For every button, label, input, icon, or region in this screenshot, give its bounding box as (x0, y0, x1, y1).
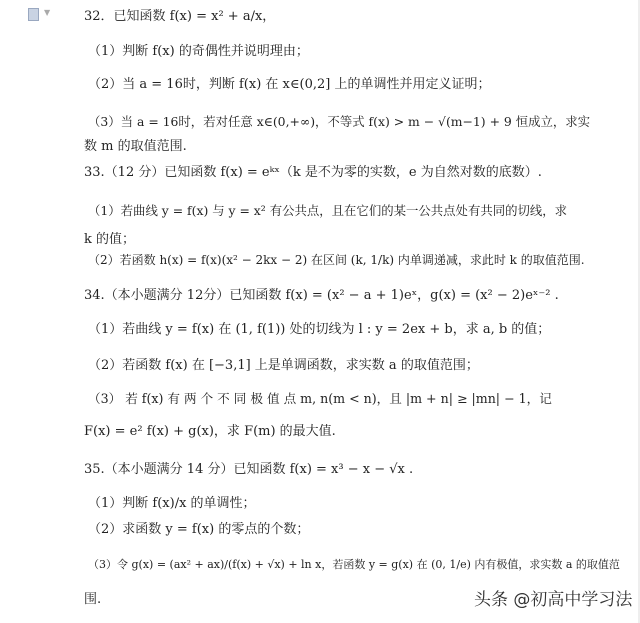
problem-34-part1: （1）若曲线 y = f(x) 在 (1, f(1)) 处的切线为 l : y = 2ex + b，求 a, b 的值； (88, 322, 551, 337)
problem-32-part1: （1）判断 f(x) 的奇偶性并说明理由； (88, 44, 309, 59)
problem-35-part2: （2）求函数 y = f(x) 的零点的个数； (88, 522, 310, 537)
problem-32-title: 32．已知函数 f(x) = x² + a/x， (84, 9, 276, 24)
problem-34-part3: （3） 若 f(x) 有 两 个 不 同 极 值 点 m, n(m < n)，且 |m + n| ≥ |mn| − 1，记 (88, 391, 552, 406)
problem-32-part3: （3）当 a = 16时，若对任意 x∈(0,+∞)，不等式 f(x) > m − √(m−1) + 9 恒成立，求实 (88, 114, 591, 129)
problem-33-part2: （2）若函数 h(x) = f(x)(x² − 2kx − 2) 在区间 (k, 1/k) 内单调递减，求此时 k 的取值范围. (88, 253, 585, 267)
problem-35-part3-cont: 围. (84, 592, 102, 607)
problem-34-part2: （2）若函数 f(x) 在 [−3,1] 上是单调函数，求实数 a 的取值范围； (88, 358, 479, 373)
problem-32-part3-cont: 数 m 的取值范围. (84, 139, 187, 154)
problem-35-part3: （3）令 g(x) = (ax² + ax)/(f(x) + √x) + ln x，若函数 y = g(x) 在 (0, 1/e) 内有极值，求实数 a 的取值范 (88, 558, 620, 571)
problem-35-part1: （1）判断 f(x)/x 的单调性； (88, 496, 256, 511)
document-icon[interactable] (28, 8, 39, 21)
problem-35-title: 35.（本小题满分 14 分）已知函数 f(x) = x³ − x − √x . (84, 462, 414, 477)
problem-34-title: 34.（本小题满分 12分）已知函数 f(x) = (x² − a + 1)eˣ，g(x) = (x² − 2)eˣ⁻² . (84, 288, 559, 303)
watermark: 头条 @初高中学习法 (474, 590, 633, 610)
problem-33-part1: （1）若曲线 y = f(x) 与 y = x² 有公共点，且在它们的某一公共点处有共同的切线，求 (88, 203, 568, 218)
problem-34-part3-cont: F(x) = e² f(x) + g(x)，求 F(m) 的最大值. (84, 424, 336, 439)
problem-32-part2: （2）当 a = 16时，判断 f(x) 在 x∈(0,2] 上的单调性并用定义证明； (88, 77, 491, 92)
problem-33-title: 33.（12 分）已知函数 f(x) = eᵏˣ（k 是不为零的实数，e 为自然对数的底数）. (84, 165, 542, 180)
chevron-down-icon[interactable]: ▼ (44, 8, 51, 17)
problem-33-part1-cont: k 的值； (84, 232, 136, 247)
